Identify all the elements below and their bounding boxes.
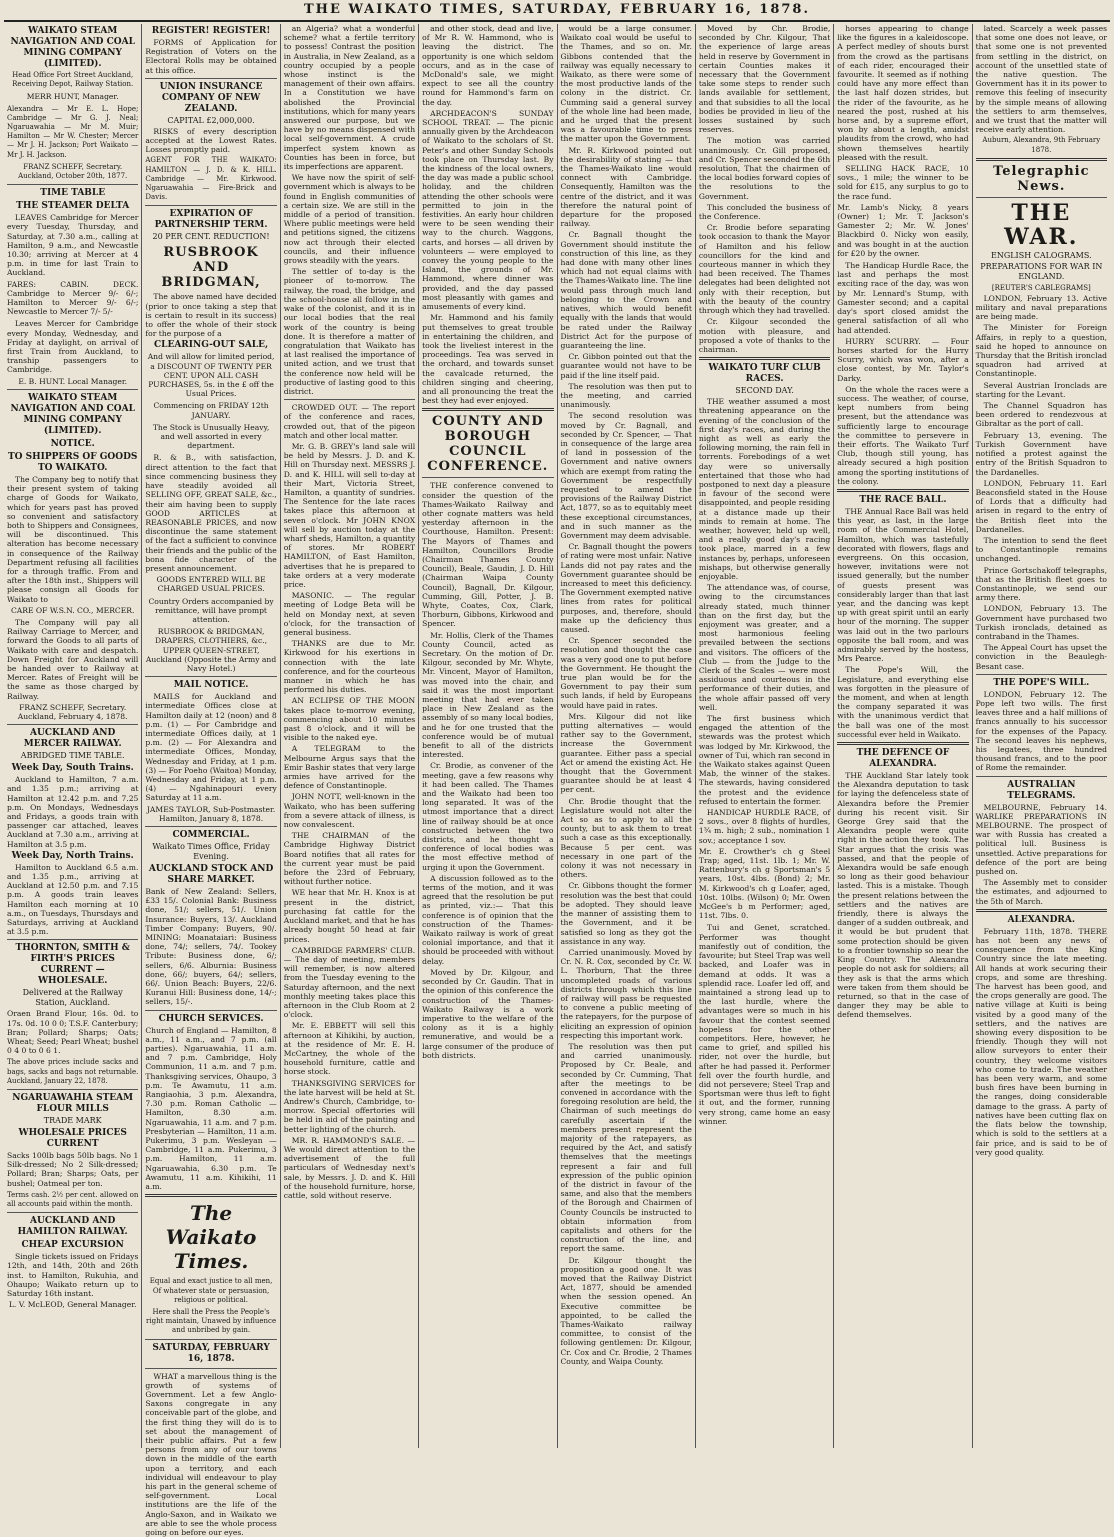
divider — [976, 674, 1107, 675]
advert-text: Leaves Mercer for Cambridge every Monday, Wednesday, and Friday at daylight, on arrival of first Train from Auckland, to tranship passengers to Cambridge. — [7, 319, 139, 375]
article-heading: THE RACE BALL. — [859, 494, 947, 505]
article-text: The first business which engaged the attention of the stewards was the protest which was lodged by Mr. Kirkwood, the owner of Tui, which ran second in the Waikato stakes against Queen Mab, the winner of the stakes. The stewards, having considered the protest and the evidence refused to entertain the former. — [698, 714, 831, 806]
divider — [145, 78, 276, 79]
divider — [7, 1212, 138, 1213]
advert-text: The Company will pay all Railway Carriage to Mercer, and forward the Goods to all parts of Waikato with care and despatch. Down Freight for Auckland will be handed over to Railway at Mercer. Rates of Freight will be the same as those charged by Railway. — [7, 617, 139, 701]
article-text: Dr. Kilgour thought the proposition a good one. It was moved that the Railway District Act, 1877, should be amended when the session opened. An Executive committee be appointed, to be called the Thames-Waikato railway committee, to consist of the following gentlemen: Dr. Kilgour, Cr. Cox and Cr. Brodie, 2 Thames County, and Waipa County. — [560, 1255, 692, 1366]
advert-text: Alexandra — Mr E. L. Hope; Cambridge — Mr G. J. Neal; Ngaruawahia — Mr M. Muir; Hamilton — Mr W. Chester; Mercer — Mr J. H. Jackson; Port Waikato — Mr J. H. Jackson. — [7, 104, 139, 159]
advert-signature: FRANZ SCHEFF, Secretary. Auckland, October 20th, 1877. — [18, 162, 128, 181]
advert-heading: RUSBROOK AND BRIDGMAN, — [161, 245, 261, 291]
news-item: A TELEGRAM to the Melbourne Argus says that the Emir Bashir states that very large armies have arrived for the defence of Constantinople. — [283, 744, 416, 791]
advert-subheading: CAPITAL £2,000,000. — [167, 115, 255, 125]
article-subheading: ENGLISH CALOGRAMS. — [991, 250, 1092, 260]
divider — [976, 158, 1107, 161]
advert-text: The above prices include sacks and bags, sacks and bags not returnable. Auckland, January 22, 1878. — [7, 1058, 139, 1085]
advert-signature: L. V. McLEOD, General Manager. — [8, 1300, 137, 1310]
section-heading: Week Day, North Trains. — [11, 850, 134, 861]
article-text: lated. Scarcely a week passes that some one does not leave, or that some one is not prevented from settling in the district, on account of the unsettled state of the native question. The Government has it in its power to remove this feeling of insecurity by the simple means of allowing the settlers to arm themselves, and we trust that the matter will receive early attention. — [975, 24, 1107, 135]
news-item: THANKS are due to Mr. Kirkwood for his exertions in connection with the late conference, and for the courteous manner in which he has performed his duties. — [283, 639, 416, 695]
article-text: The attendance was, of course, owing to the circumstances already stated, much thinner than on the first day, but the enjoyment was greater, and a most harmonious feeling prevailed between the sections and visitors. The officers of the Club — from the Judge to the Clerk of the Scales — were most assiduous and courteous in the performance of their duties, and the whole affair passed off very well. — [698, 583, 831, 712]
advert-heading: REGISTER! REGISTER! — [151, 26, 271, 36]
article-text: The motion was carried unanimously. Cr. Gill proposed, and Cr. Spencer seconded the 6th resolution, That the chairmen of the local bodies forward copies of the resolutions to the Government. — [698, 136, 831, 201]
advert-text: Country Orders accompanied by remittance, will have prompt attention. — [148, 596, 274, 624]
church-list: Church of England — Hamilton, 8 a.m., 11 a.m., and 7 p.m. (all parties). Ngaruawahia, 11 a.m. and 7 p.m. Cambridge, Holy Communion, 11 a.m. and 7 p.m. Thanksgiving services, Ohaupo, 3 p.m. Te Awamutu, 11 a.m. Rangiaohia, 3 p.m. Alexandra, 7.30 p.m. Roman Catholic — Hamilton, 8.30 a.m. Ngaruawahia, 11 a.m. and 7 p.m. Presbyterian — Hamilton, 11 a.m. Pukerimu, 3 p.m. Wesleyan — Cambridge, 11 a.m. Pukerimu, 3 p.m. Hamilton, 11 a.m. Ngaruawahia, 6.30 p.m. Te Awamutu, 11 a.m. Kihikihi, 11 a.m. — [145, 1025, 277, 1192]
article-text: Mrs. Kilgour did not like putting alternatives — would rather say to the Government, increase the Government guarantee. Either pass a special Act or amend the existing Act. He thought that the Government guarantee should be at least 4 per cent. — [560, 711, 692, 795]
divider — [145, 1194, 276, 1197]
advert-heading: AUCKLAND AND HAMILTON RAILWAY. — [17, 1216, 128, 1238]
telegram: February 13, evening. The Turkish Government have notified a protest against the entry of the British Squadron to the Dardanelles. — [975, 430, 1107, 477]
advert-text: The Company beg to notify that their present system of taking charge of Goods for Waikato, which for years past has proved so convenient and satisfactory both to Shippers and Consignees, will be discontinued. This alteration has become necessary in consequence of the Railway Department refusing all facilities for a through traffic. From and after the 18th inst., Shippers will please consign all Goods for Waikato to — [7, 474, 139, 604]
telegram: LONDON, February 11. Earl Beaconsfield stated in the House of Lords that a difficulty had arisen in regard to the entry of the British fleet into the Dardanelles. — [975, 478, 1107, 534]
telegram: The Appeal Court has upset the conviction in the Beaulegh-Besant case. — [975, 643, 1107, 671]
advert-heading: WAIKATO STEAM NAVIGATION AND COAL MINING COMPANY (LIMITED). — [10, 392, 135, 436]
article-text: Moved by Chr. Brodie, seconded by Chr. Kilgour, That the experience of large areas held in reserve by Government in certain Counties makes it necessary that the Government take some steps to render such lands available for settlement, and that subsidies to all the local bodies be provided in lieu of the losses sustained by such reserves. — [698, 24, 831, 135]
divider — [7, 724, 138, 725]
masthead: THE WAIKATO TIMES, SATURDAY, FEBRUARY 16, 1878. — [304, 2, 810, 17]
section-heading: WHOLESALE PRICES CURRENT — [18, 1128, 127, 1150]
article-heading: COUNTY AND BOROUGH COUNCIL CONFERENCE. — [427, 414, 549, 475]
article-text: HURRY SCURRY. — Four horses started for the Hurry Scurry, which was won, after a close contest, by Mr. Taylor's Darky. — [837, 336, 969, 383]
issue-date: SATURDAY, FEBRUARY 16, 1878. — [152, 1342, 270, 1364]
telegram: LONDON, February 12. The Pope left two wills. The first leaves three and a half millions of francs annually to his successor for the expenses of the Papacy. The second leaves his nephews, his legatees, three hundred thousand francs, and to the poor of Rome the remainder. — [975, 689, 1107, 773]
advert-signature: FRANZ SCHEFF, Secretary. Auckland, February 4, 1878. — [17, 702, 128, 721]
advert-subheading: ABRIDGED TIME TABLE. — [20, 751, 125, 761]
article-text: Cr. Spencer seconded the resolution and thought the case was a very good one to put before the Government. He thought the true plan would be for the Government to pay their sum such lands, if held by Europeans would have paid in rates. — [560, 636, 692, 710]
advert-text: RISKS of every description accepted at the Lowest Rates. Losses promptly paid. — [145, 126, 277, 155]
article-signature: Auburn, Alexandra, 9th February 1878. — [982, 136, 1101, 154]
advert-text: Single tickets issued on Fridays 12th, and 14th, 20th and 26th inst. to Hamilton, Rukuhia, and Ohaupo; Waikato return up to Saturday 16th instant. — [7, 1252, 139, 1299]
news-item: CAMBRIDGE FARMERS' CLUB. — The day of meeting, members will remember, is now altered from the Tuesday evening to the Saturday afternoon, and the next monthly meeting takes place this afternoon in the Club Room at 2 o'clock. — [283, 945, 416, 1020]
article-text: HANDICAP HURDLE RACE, of 2 sovs., over 8 flights of hurdles, 1¾ m. high; 2 sub., nomination 1 sov.; acceptance 1 sov. — [698, 808, 831, 845]
advert-text: FORMS of Application for Registration of Voters on the Electoral Rolls may be obtained at this office. — [145, 38, 277, 75]
article-text: The resolution was then put and carried unanimously. Proposed by Cr. Beale, and seconded by Cr. Cumming, That after the meetings to be convened in accordance with the foregoing resolution are held, the Chairman of such meetings do carefully ascertain if the members present represent the majority of the ratepayers, as required by the Act, and satisfy themselves that the meetings represent a fair and full expression of the public opinion of the district in favour of the same, and also that the members of the Borough and Chairmen of County Councils be instructed to obtain information from capitalists and others for the construction of the line, and report the same. — [560, 1041, 692, 1254]
divider — [837, 489, 968, 492]
article-text: Cr. Bagnall thought the powers of rating were most unfair. Native Lands did not pay rates and the Government guarantee should be increased to meet this deficiency. The Government exempted native lines from rates for political purposes, and, therefore, should make up the deficiency thus caused. — [560, 542, 692, 634]
article-heading: ALEXANDRA. — [1007, 914, 1076, 925]
advert-text: Auckland to Hamilton, 7 a.m. and 1.35 p.m.; arriving at Hamilton at 12.42 p.m. and 7.25 p.m. On Mondays, Wednesdays and Fridays, a goods train with passenger car attached, leaves Auckland at 7.30 a.m., arriving at Hamilton at 3.5 p.m. — [7, 775, 139, 849]
divider — [7, 1089, 138, 1090]
advert-text: MAILS for Auckland and intermediate Offices close at Hamilton daily at 12 (noon) and 8 p.m. (1) — For Cambridge and intermediate Offices daily, at 1 p.m. (2) — For Alexandra and intermediate Offices, Monday, Wednesday and Friday, at 1 p.m. (3) — For Poeho (Waitoa) Monday, Wednesday and Friday, at 1 p.m. (4) — Ngahinapouri every Saturday at 11 a.m. — [145, 692, 277, 803]
article-text: Cr. Bagnall thought the Government should institute the construction of this line, as they had done with many other lines which had not equal claims with the Thames-Waikato line. The line would pass through much land belonging to the Crown and natives, which would benefit equally with the lands that would be rated under the Railway District Act for the purpose of guaranteeing the line. — [560, 230, 692, 350]
article-heading: AUSTRALIAN TELEGRAMS. — [1007, 779, 1076, 801]
article-text: The Handicap Hurdle Race, the last and perhaps the most exciting race of the day, was won by Mr. Lennard's Stump, with Gamester second; and a capital day's sport closed amidst the general satisfaction of all who had attended. — [837, 261, 969, 335]
article-text: Cr. Brodie before separating took occasion to thank the Mayor of Hamilton and his fellow councillors for the kind and courteous manner in which they had been received. The Thames delegates had been delighted not only with their reception, but with the beauty of the country through which they had travelled. — [698, 223, 831, 316]
advert-text: LEAVES Cambridge for Mercer every Tuesday, Thursday, and Saturday, at 7.30 a.m., calling at Hamilton, 9 a.m., and Newcastle 10.30; arriving at Mercer at 4 p.m. in time for last Train to Auckland. — [7, 213, 139, 278]
news-item: CROWDED OUT. — The report of the conference and races, crowded out, that of the pigeon match and other local matter. — [283, 403, 416, 440]
article-text: Moved by Dr. Kilgour, and seconded by Cr. Gaudin. That in the opinion of this conference the construction of the Thames-Waikato Railway is a work imperative to the welfare of the colony as it is a highly remunerative, and would be a large consumer of the produce of both districts. — [422, 967, 554, 1060]
section-heading: AUCKLAND STOCK AND SHARE MARKET. — [148, 864, 274, 885]
news-item: Mr. E. EBBETT will sell this afternoon at Kihikihi, by auction, at the residence of Mr. E. H. McCartney, the whole of the household furniture, cattle and horse stock. — [283, 1021, 416, 1077]
fares-table: FARES: CABIN. DECK. Cambridge to Mercer 9/- 6/-; Hamilton to Mercer 9/- 6/-; Newcastle to Mercer 7/- 5/- — [7, 279, 139, 317]
article-heading: THE POPE'S WILL. — [993, 677, 1090, 688]
article-text: Cr. Gibbons thought the former resolution was the best that could be adopted. They should leave the manner of assisting them to the Government, and it be satisfied so long as they got the assistance in any way. — [560, 881, 692, 946]
article-text: This concluded the business of the Conference. — [698, 202, 831, 222]
editorial-text: The settler of to-day is the pioneer of to-morrow. The railway, the road, the bridge, and the school-house all follow in the wake of the colonist, and it is in our local bodies that the real work of the country is being done. It is therefore a matter of congratulation that Waikato has at last realised the importance of united action, and we trust that the conference now held will be productive of lasting good to this district. — [283, 267, 416, 396]
article-text: Tui and Genet, scratched. Performer was thought manifestly out of condition, the favourite; but Steel Trap was well backed, and Loafer was in demand at odds. It was a splendid race. Loafer led off, and maintained a strong lead up to the last hurdle, where the advantages were so much in his favour that the contest seemed hopeless for the other competitors. Here, however, he came to grief, and spilled his rider, not over the hurdle, but after he had passed it. Performer fell over the fourth hurdle, and did not persevere; Steel Trap and Sportsman were thus left to fight it out, and the former, running very strong, came home an easy winner. — [698, 923, 831, 1126]
divider — [976, 197, 1107, 198]
news-item: and other stock, dead and live, of Mr R. W. Hammond, who is leaving the district. The opportunity is one which seldom occurs, and as in the case of McDonald's sale, we might expect to see all the country round for Hammond's farm on the day. — [422, 24, 554, 107]
advert-text: The above named have decided (prior to once taking a step that is certain to result in its success) to offer the whole of their stock for the purpose of a — [145, 292, 277, 339]
telegram: The Minister for Foreign Affairs, in reply to a question, said he hoped to announce on Thursday that the British ironclad squadron had arrived at Constantinople. — [975, 323, 1107, 379]
section-heading: COMMERCIAL. — [172, 830, 250, 840]
article-text: A discussion followed as to the terms of the motion, and it was agreed that the resolution be put as printed, viz.:— That this conference is of opinion that the construction of the Thames-Waikato railway is work of great colonial importance, and that it should be proceeded with without delay. — [422, 873, 554, 966]
column-6 — [696, 24, 834, 1448]
advert-subheading: Delivered at the Railway Station, Auckland. — [22, 988, 123, 1008]
divider — [699, 357, 830, 360]
column-8 — [973, 24, 1110, 1448]
article-text: Mr. R. Kirkwood pointed out the desirability of stating — that the Thames-Waikato line would connect with Cambridge. Consequently, Hamilton was the centre of the district, and it was therefore the natural point of departure for the proposed railway. — [560, 145, 692, 229]
divider — [145, 205, 276, 206]
divider — [837, 742, 968, 745]
article-text: SELLING HACK RACE, 10 sovs., 1 mile; the winner to be sold for £15, any surplus to go to the race fund. — [837, 164, 969, 201]
race-results: Mr. Lamb's Nicky, 8 years (Owner) 1; Mr. T. Jackson's Gamester 2; Mr. W. Jones' Blackbird 0. Nicky won easily, and was bought in at the auction for £20 by the owner. — [837, 202, 969, 258]
divider — [145, 1010, 276, 1011]
column-7 — [834, 24, 972, 1448]
motto: Equal and exact justice to all men, Of whatever state or persuasion, religious or political. — [149, 1277, 273, 1304]
column-3 — [281, 24, 419, 1448]
advert-signature: E. B. HUNT. Local Manager. — [18, 376, 128, 386]
advert-text: The Stock is Unusually Heavy, and well assorted in every department. — [152, 422, 270, 451]
section-heading: Week Day, South Trains. — [11, 763, 134, 774]
article-text: THE Annual Race Ball was held this year, as last, in the large room of the Commercial Hotel, Hamilton, which was tastefully decorated with flowers, flags and evergreens. On this occasion, however, invitations were not issued generally, but the number of guests present was considerably larger than that last year, and the dancing was kept up with great spirit until an early hour of the morning. The supper was laid out in the two parlours opposite the ball room, and was admirably served by the hostess, Mrs Pearce. — [837, 506, 969, 664]
advert-text: Terms cash. 2½ per cent. allowed on all accounts paid within the month. — [7, 1190, 139, 1209]
telegram: LONDON, February 13. Active military and naval preparations are being made. — [975, 293, 1107, 322]
news-item: MASONIC. — The regular meeting of Lodge Beta will be held on Monday next, at seven o'clock, for the transaction of general business. — [283, 591, 416, 637]
editorial-text: We have now the spirit of self-government which is always to be found in English communities of a certain size. We are still in the middle of a period of transition. Where public meetings were held and petitions signed, the citizens now act through their elected councils, and their influence grows steadily with the years. — [283, 173, 416, 266]
advert-signature: RUSBROOK & BRIDGMAN, DRAPERS, CLOTHIERS, &c., UPPER QUEEN-STREET, Auckland (Opposite the Army and Navy Hotel.) — [145, 627, 277, 673]
article-text: Cr. Brodie, as convener of the meeting, gave a few reasons why it had been called. The Thames and the Waikato had been too long separated. It was of the utmost importance that a direct line of railway should be at once constructed between the two districts, and he thought a conference of local bodies was the most effective method of urging it upon the Government. — [422, 761, 554, 872]
section-heading: NOTICE. — [50, 438, 95, 449]
masthead-rule — [4, 20, 1110, 22]
advert-heading: THORNTON, SMITH & FIRTH'S PRICES CURRENT — WHOLESALE. — [15, 943, 130, 987]
divider — [422, 408, 553, 411]
advert-signature: JAMES TAYLOR, Sub-Postmaster. Hamilton, January 8, 1878. — [146, 804, 276, 823]
divider — [976, 909, 1107, 912]
paper-title: The Waikato Times. — [165, 1201, 257, 1274]
article-heading: THE WAR. — [1004, 199, 1079, 250]
newspaper-page — [4, 24, 1110, 1537]
column-1 — [4, 24, 142, 1448]
article-text: The Pope's Will, the Legislature, and everything else was forgotten in the pleasure of the moment, and when at length the company separated it was with the unanimous verdict that the ball was one of the most successful ever held in Waikato. — [837, 665, 969, 739]
article-text: would be a large consumer. Waikato coal would be useful to the Thames, and so on. Mr. Gibbons contended that the railway was equally necessary to Waikato, as there were some of the most productive lands of the colony in the district. Cr. Cumming said a general survey of the whole line had been made, and he urged that the present was a favourable time to press the matter upon the Government. — [560, 24, 692, 144]
divider — [7, 184, 138, 185]
article-text: horses appearing to change like the figures in a kaleidoscope. A perfect medley of shouts burst from the crowd as the partisans of each rider, encouraged their favourite. It seemed as if nothing could have any more effect than the last half dozen strides, but the rider of the favourite, as he neared the post, rushed at his horse and, by a supreme effort, won by about a length, amidst plaudits from the crowd, who had shown themselves heartily pleased with the result. — [837, 24, 969, 162]
section-subheading: Waikato Times Office, Friday Evening. — [152, 842, 270, 861]
divider — [422, 477, 553, 478]
telegram: LONDON, February 13. The Government have purchased two Turkish ironclads, detained as contraband in the Thames. — [975, 604, 1107, 641]
news-item: MR. R. HAMMOND'S SALE. — We would direct attention to the advertisement of the full particulars of Wednesday next's sale, by Messrs. J. D. and K. Hill of the household furniture, horse, cattle, sold without reserve. — [283, 1135, 416, 1200]
advert-text: R. & B., with satisfaction, direct attention to the fact that since commencing business they have steadily avoided all SELLING OFF, GREAT SALE, &c., their aim having been to supply GOOD ARTICLES at REASONABLE PRICES, and now discontinue the same statement of the fact a sufficient to convince their friends and the public of the bona fide character of the present announcement. — [145, 453, 277, 573]
race-results: Mr. E. Crowther's ch g Steel Trap; aged, 11st. 1lb. 1; Mr. W. Rattenbury's ch g Sportsman's 5 years, 10st. 4lbs. (Bond) 2; Mr. M. Kirkwood's ch g Loafer, aged, 10st. 10lbs. (Wilson) 0; Mr. Owen McGee's b m Performer; aged, 11st. 7lbs. 0. — [698, 846, 831, 921]
advert-heading: WAIKATO STEAM NAVIGATION AND COAL MINING COMPANY (LIMITED). — [10, 26, 135, 69]
section-heading: MAIL NOTICE. — [173, 680, 249, 691]
news-item: WE hear that Mr. H. Knox is at present in the district, purchasing fat cattle for the Auckland market, and that he has already bought 50 head at fair prices. — [283, 888, 416, 944]
telegram: MELBOURNE, February 14. WARLIKE PREPARATIONS IN MELBOURNE. The prospect of war with Russia has created a political lull. Business is unsettled. Active preparations for defence of the port are being pushed on. — [975, 802, 1107, 877]
divider — [284, 399, 415, 400]
motto: Here shall the Press the People's right maintain, Unawed by influence and unbribed by gain. — [146, 1307, 277, 1335]
divider — [976, 776, 1107, 777]
article-text: Cr. Gibbon pointed out that the guarantee would not have to be paid if the line itself paid. — [560, 352, 692, 380]
advert-text: Commencing on FRIDAY 12th JANUARY. — [153, 401, 269, 420]
article-text: The resolution was then put to the meeting, and carried unanimously. — [560, 381, 692, 410]
article-text: On the whole the races were a success. The weather, of course, kept numbers from being present, but the attendance was sufficiently large to encourage the committee to persevere in their efforts. The Waikato Turf Club, though still young, has already secured a high position among the sporting institutions of the colony. — [837, 384, 969, 486]
news-item: THE CHAIRMAN of the Cambridge Highway District Board notifies that all rates for the current year must be paid before the 23rd of February, without further notice. — [283, 831, 416, 887]
article-subheading: SECOND DAY. — [735, 386, 794, 396]
share-list: Bank of New Zealand: Sellers, £33 15/. Colonial Bank: Business done, 51/; sellers, 51/. Union Insurance: Buyers, 13/. Auckland Timber Company: Buyers, 90/. MINING: Moanataiari: Business done, 74/; sellers, 74/. Tookey Tribute: Business done, 6/; sellers, 6/6. Alburnia: Business done, 66/; buyers, 64/; sellers, 66/. Union Beach: Buyers, 22/6. Kuranui Hill: Business done, 14/-; sellers, 15/-. — [145, 887, 277, 1007]
column-2 — [142, 24, 280, 1537]
advert-text: CARE OF W.S.N. CO., MERCER. — [10, 605, 135, 615]
advert-text: AGENT FOR THE WAIKATO: HAMILTON — J. D. & K. HILL. Cambridge — Mr. Kirkwood. Ngaruawahia — Fire-Brick and Davis. — [145, 156, 277, 202]
advert-text: MERR HUNT, Manager. — [26, 92, 119, 102]
article-heading: THE DEFENCE OF ALEXANDRA. — [856, 748, 950, 770]
advert-text: GOODS ENTERED WILL BE CHARGED USUAL PRICES. — [156, 575, 266, 594]
article-text: The second resolution was moved by Cr. Bagnall, and seconded by Cr. Spencer, — That in consequence of the large area of land in possession of the Government and native owners which are exempt from rating the Government be respectfully requested to amend the provisions of the Railway District Act, 1877, so as to equitably meet these exceptional circumstances, and in such manner as the Government may deem advisable. — [560, 411, 692, 540]
trade-mark: TRADE MARK — [43, 1116, 102, 1126]
editorial-text: WHAT a marvellous thing is the growth of systems of Government. Let a few Anglo-Saxons congregate in any conceivable part of the globe, and the first thing they will do is to set about the management of their public affairs. Put a few persons from any of our towns down in the middle of the earth upon a territory, and each individual will endeavour to play his part in the general scheme of self-government. Local institutions are the life of the Anglo-Saxon, and in Waikato we are able to see the whole process going on before our eyes. — [145, 1371, 277, 1537]
article-text: Chr. Brodie thought that the Legislature would not alter the Act so as to apply to all the county, but to ask them to treat such a case as this exceptionally. Because 5 per cent. was necessary in one part of the colony it was not necessary in others. — [560, 796, 692, 880]
telegram: The Channel Squadron has been ordered to rendezvous at Gibraltar as the port of call. — [975, 401, 1107, 429]
news-item: THANKSGIVING SERVICES for the late harvest will be held at St. Andrew's Church, Cambridge, to-morrow. Special offertories will be held in aid of the painting and better lighting of the church. — [283, 1078, 416, 1134]
editorial-text: an Algeria? what a wonderful scheme? what a fertile territory to possess! Contrast the position in Australia, in New Zealand, as a country occupied by a people whose instinct is the management of their own affairs. In a Constitution we have abolished the Provincial institutions, which for many years answered our purpose, but we have by no means dispensed with local self-government. A crude imperfect system known as Counties has been in force, but its imperfections are apparent. — [283, 24, 416, 172]
article-subheading: PREPARATIONS FOR WAR IN ENGLAND. — [980, 261, 1103, 281]
divider — [7, 389, 138, 390]
section-heading: Telegraphic News. — [993, 163, 1090, 194]
news-item: ARCHDEACON'S SUNDAY SCHOOL TREAT. — The picnic annually given by the Archdeacon of Waikato to the scholars of St. Peter's and other Sunday Schools took place on Thursday last. By the kindness of the local owners, the day was made a public school holiday, and the children attending the other schools were permitted to join in the festivities. An early hour children were to be seen wending their way to the church. Waggons, carts, and horses — all driven by volunteers — were employed to convey the young people to the Island, the grounds of Mr. Hammond, where dinner was provided, and the day passed most pleasantly with games and amusements of every kind. — [422, 108, 554, 312]
article-text: Mr. Hollis, Clerk of the Thames County Council, acted as Secretary. On the motion of Dr. Kilgour, seconded by Mr. Whyte, Mr. Vincent, Mayor of Hamilton, was moved into the chair, and said it was the most important meeting that had ever taken place in New Zealand as the assembly of so many local bodies, and he for one trusted that the conference would be of mutual benefit to all of the districts interested. — [422, 630, 554, 760]
article-text: THE Auckland Star lately took the Alexandra deputation to task for laying the defenceless state of Alexandra before the Premier during his recent visit. Sir George Grey said that the Alexandra people were quite right in the action they took. The Star argues that the crisis was passed, and that the people of Alexandra would be safe enough so long as their good behaviour lasted. This is a mistake. Though the present relations between the settlers and the natives are friendly, there is always the danger of a sudden outbreak, and it would be but prudent that some protection should be given to a frontier township so near the King Country. The Alexandra people do not ask for soldiers; all they ask is that the arms which were taken from them should be returned, so that in the case of danger they may be able to defend themselves. — [837, 771, 969, 1020]
section-heading: CHURCH SERVICES. — [158, 1013, 264, 1024]
article-text: February 11th, 1878. THERE has not been any news of consequence from the King Country since the late meeting. All hands at work securing their crops, and some are threshing. The harvest has been good, and the crops generally are good. The native village at Kuiti is being visited by a good many of the settlers, and the natives are showing every disposition to be friendly. Though they will not allow surveyors to enter their country, they welcome visitors who come to trade. The weather has been very warm, and some bush fires have been burning in the ranges, doing considerable damage to the grass. A party of natives have been cutting flax on the flats below the township, which is sold to the settlers at a fair price, and is said to be of very good quality. — [975, 926, 1107, 1157]
news-item: Mr. G. B. GREY's land sale will be held by Messrs. J. D. and K. Hill on Thursday next. MESSRS J. D. and K. HILL will sell to-day at their Mart, Victoria Street, Hamilton, a quantity of sundries. The Sentence for the late races takes place this afternoon at seven o'clock. Mr JOHN KNOX will sell by auction today at the wharf sheds, Hamilton, a quantity of stores. Mr ROBERT HAMILTON, of East Hamilton, advertises that he is prepared to take orders at a very moderate price. — [283, 441, 416, 589]
telegram: The intention to send the fleet to Constantinople remains unchanged. — [975, 535, 1107, 564]
telegram: The Assembly met to consider the estimates, and adjourned to the 5th of March. — [975, 878, 1107, 906]
article-text: THE weather assumed a most threatening appearance on the evening of the conclusion of the first day's races, and during the night as well as early the following morning, the rain fell in torrents. Forebodings of a wet day were so universally entertained that those who had postponed to next day a pleasure in favour of the second were disappointed, and people residing at a distance made up their minds to remain at home. The weather, however, held up well, and a really good day's racing took place, marred in a few instances by, perhaps, unforeseen mishaps, but otherwise generally enjoyable. — [698, 397, 831, 581]
advert-heading: AUCKLAND AND MERCER RAILWAY. — [23, 728, 122, 750]
column-4 — [419, 24, 557, 1448]
price-list: Sacks 100lb bags 50lb bags. No 1 Silk-dressed; No 2 Silk-dressed; Pollard; Bran; Sharps; Oats, per bushel; Oatmeal per ton. — [7, 1151, 139, 1188]
divider — [145, 1339, 276, 1340]
article-text: THE conference convened to consider the question of the Thames-Waikato Railway and other cognate matters was held yesterday afternoon in the Courthouse, Hamilton. Present: The Mayors of Thames and Hamilton, Councillors Brodie (Chairman Thames County Council), Beale, Gaudin, J. D. Hill (Chairman Waipa County Council), Bagnall, Dr. Kilgour, Cumming, Gill, Potter, J. B. Whyte, Coates, Cox, Clark, Thorburn, Gibbons, Kirkwood and Spencer. — [422, 481, 554, 629]
telegram: Prince Gortschakoff telegraphs, that as the British fleet goes to Constantinople, we send our army there. — [975, 565, 1107, 603]
article-text: Cr. Kilgour seconded the motion with pleasure, and proposed a vote of thanks to the chairman. — [698, 317, 831, 354]
news-item: JOHN NOTT, well-known in the Waikato, who has been suffering from a severe attack of illness, is now convalescent. — [283, 792, 416, 830]
advert-text: Hamilton to Auckland 6.5 a.m. and 1.35 p.m., arriving at Auckland at 12.50 p.m. and 7.15 p.m. A goods train leaves Hamilton each morning at 10 a.m., on Tuesdays, Thursdays and Saturdays, arriving at Auckland at 3.5 p.m. — [7, 862, 139, 937]
advert-subheading: 20 PER CENT. REDUCTION! — [152, 232, 270, 242]
article-subheading: [REUTER'S CABLEGRAMS] — [991, 283, 1091, 292]
divider — [145, 676, 276, 677]
telegram: Several Austrian Ironclads are starting for the Levant. — [975, 380, 1107, 399]
article-heading: WAIKATO TURF CLUB RACES. — [708, 363, 821, 385]
section-heading: CHEAP EXCURSION — [21, 1240, 124, 1251]
divider — [145, 1368, 276, 1369]
column-5 — [558, 24, 696, 1448]
section-heading: CLEARING-OUT SALE, — [153, 340, 269, 351]
section-heading: THE STEAMER DELTA — [16, 201, 130, 212]
news-item: AN ECLIPSE OF THE MOON takes place to-morrow evening, commencing about 10 minutes past 8 o'clock, and it will be visible to the naked eye. — [283, 696, 416, 743]
advert-text: And will allow for limited period, a DISCOUNT OF TWENTY PER CENT. UPON ALL CASH PURCHASES, 5s. in the £ off the Usual Prices. — [147, 352, 275, 399]
price-list: Oraen Brand Flour, 16s. 0d. to 17s. 0d. 10 0 0; T.S.F. Canterbury; Bran; Pollard; Sharps; Oats; Wheat; Seed; Pearl Wheat; bushel 0 4 0 to 0 6 1. — [7, 1009, 139, 1056]
advert-heading: UNION INSURANCE COMPANY OF NEW ZEALAND. — [159, 81, 263, 114]
divider — [145, 826, 276, 827]
news-item: Mr. Hammond and his family put themselves to great trouble in entertaining the children, and took the liveliest interest in the proceedings. Tea was served in the orchard, and towards sunset the cavalcade returned, the children singing and cheering, and all pronouncing the treat the best they had ever enjoyed. — [422, 313, 554, 406]
section-heading: TIME TABLE — [40, 188, 106, 199]
section-heading: TO SHIPPERS OF GOODS TO WAIKATO. — [7, 451, 138, 473]
divider — [7, 939, 138, 940]
advert-heading: NGARUAWAHIA STEAM FLOUR MILLS — [12, 1093, 134, 1115]
advert-text: Head Office Fort Street Auckland, Receiving Depot, Railway Station. — [12, 71, 134, 89]
advert-heading: EXPIRATION OF PARTNERSHIP TERM. — [154, 209, 268, 231]
article-text: Carried unanimously. Moved by Cr. N. R. Cox, seconded by Cr. W. L. Thorburn, That the three uncompleted roads of various districts through which this line of railway will pass be requested to convene a public meeting of the ratepayers, for the purpose of eliciting an expression of opinion respecting this important work. — [560, 947, 692, 1040]
